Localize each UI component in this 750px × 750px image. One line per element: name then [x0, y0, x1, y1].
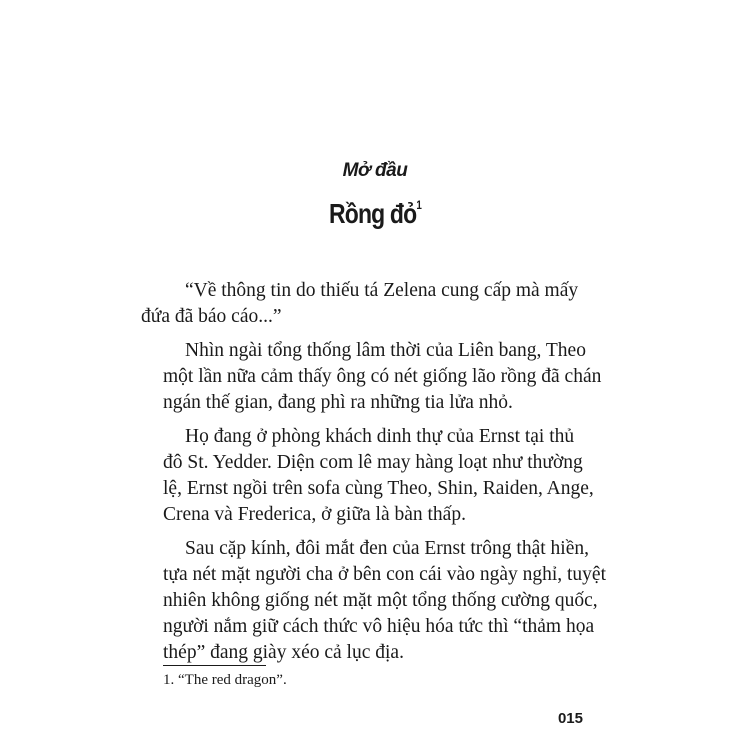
paragraph	[163, 536, 607, 666]
text-line: người nắm giữ cách thức vô hiệu hóa tức thì “thảm họa	[163, 616, 595, 637]
chapter-title-text: Rồng đỏ	[328, 198, 417, 229]
text-line: đứa đã báo cáo...”	[141, 306, 282, 327]
footnote-marker: 1	[416, 197, 422, 212]
chapter-label: Mở đầu	[342, 160, 408, 181]
text-line: thép” đang giày xéo cả lục địa.	[163, 642, 404, 663]
text-line: một lần nữa cảm thấy ông có nét giống lão rồng đã chán	[163, 366, 602, 387]
chapter-title	[68, 198, 683, 230]
text-line: “Về thông tin do thiếu tá Zelena cung cấp mà mấy	[185, 280, 579, 301]
text-line: Sau cặp kính, đôi mắt đen của Ernst trông thật hiền,	[185, 538, 589, 559]
paragraph	[163, 338, 602, 416]
page-number: 015	[557, 710, 583, 727]
body-text	[141, 278, 607, 674]
text-line: đô St. Yedder. Diện com lê may hàng loạt như thường	[163, 452, 583, 473]
text-line: Crena và Frederica, ở giữa là bàn thấp.	[163, 504, 466, 525]
footnote-divider	[163, 665, 266, 666]
text-line: lệ, Ernst ngồi trên sofa cùng Theo, Shin, Raiden, Ange,	[163, 478, 594, 499]
text-line: ngán thế gian, đang phì ra những tia lửa nhỏ.	[163, 392, 513, 413]
paragraph	[163, 424, 594, 528]
text-line: nhiên không giống nét mặt một tổng thống cường quốc,	[163, 590, 598, 611]
paragraph	[141, 278, 583, 330]
text-line: Họ đang ở phòng khách dinh thự của Ernst tại thủ	[185, 426, 575, 447]
text-line: tựa nét mặt người cha ở bên con cái vào ngày nghỉ, tuyệt	[163, 564, 607, 585]
text-line: Nhìn ngài tổng thống lâm thời của Liên bang, Theo	[185, 340, 586, 361]
footnote: 1. “The red dragon”.	[163, 672, 287, 688]
